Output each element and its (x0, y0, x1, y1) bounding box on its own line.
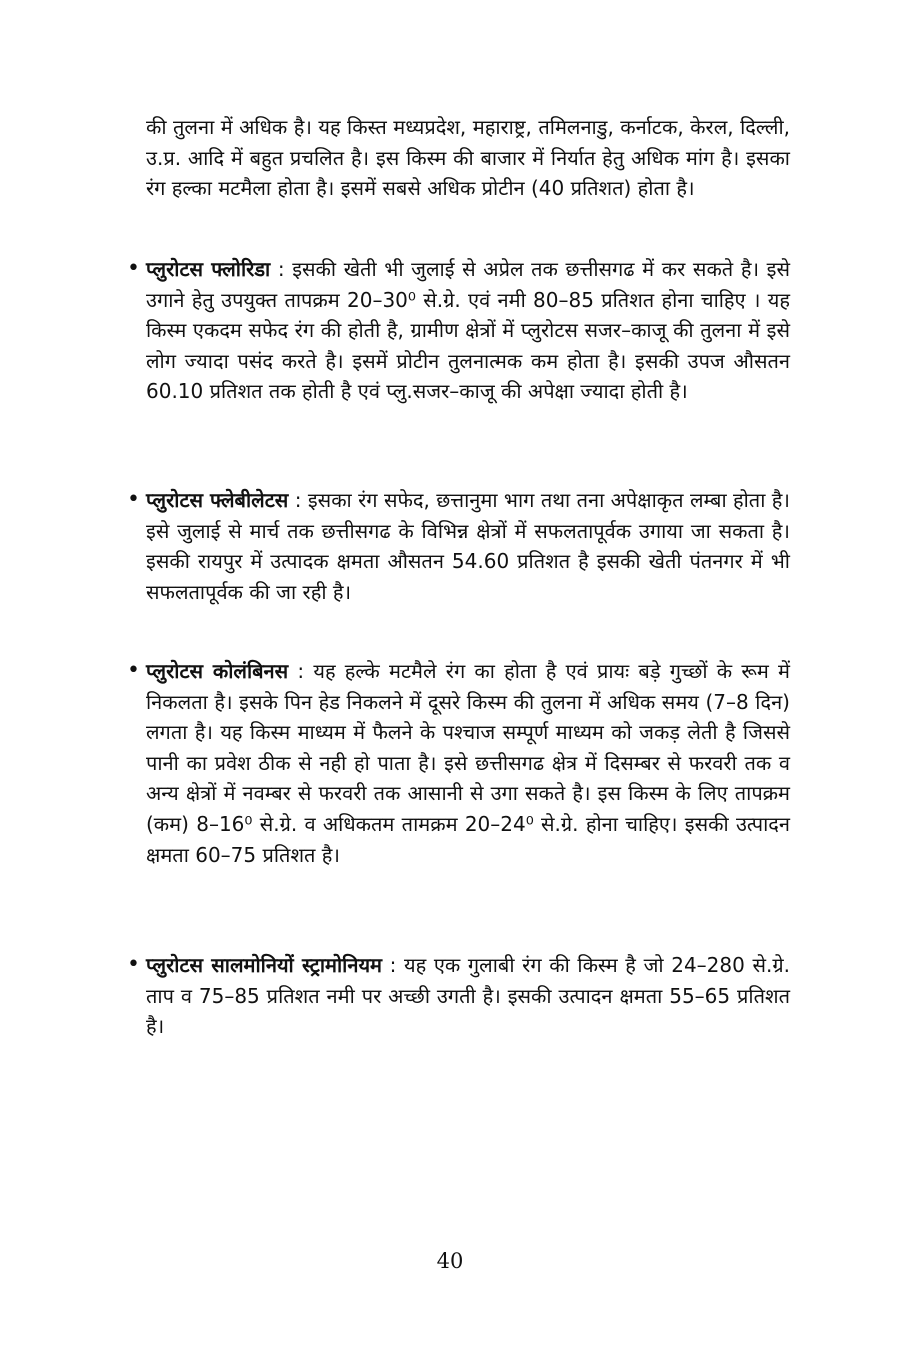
list-item-description: : इसकी खेती भी जुलाई से अप्रेल तक छत्तीसगढ में कर सकते है। इसे उगाने हेतु उपयुक्त तापक्रम 20–30⁰ से.ग्रे. एवं नमी 80–85 प्रतिशत होना चाहिए । यह किस्म एकदम सफेद रंग की होती है, ग्रामीण क्षेत्रों में प्लुरोटस सजर–काजू की तुलना में इसे लोग ज्यादा पसंद करते है। इसमें प्रोटीन तुलनात्मक कम होता है। इसकी उपज औसतन 60.10 प्रतिशत तक होती है एवं प्लु.सजर–काजू की अपेक्षा ज्यादा होती है। (146, 257, 790, 404)
list-item-text (146, 656, 790, 870)
list-item-text (146, 485, 790, 607)
list-item-columbinus (127, 656, 790, 870)
list-item-text (146, 254, 790, 407)
intro-paragraph: की तुलना में अधिक है। यह किस्त मध्यप्रदेश, महाराष्ट्र, तमिलनाडु, कर्नाटक, केरल, दिल्ली, उ.प्र. आदि में बहुत प्रचलित है। इस किस्म की बाजार में निर्यात हेतु अधिक मांग है। इसका रंग हल्का मटमैला होता है। इसमें सबसे अधिक प्रोटीन (40 प्रतिशत) होता है। (146, 115, 790, 201)
page-number: 40 (436, 1249, 464, 1273)
list-item-term: प्लुरोटस फ्लेबीलेटस (146, 488, 289, 512)
list-item-term: प्लुरोटस कोलंबिनस (146, 659, 289, 683)
list-item-florida (127, 254, 790, 407)
list-item-description: : इसका रंग सफेद, छत्तानुमा भाग तथा तना अपेक्षाकृत लम्बा होता है। इसे जुलाई से मार्च तक छत्तीसगढ के विभिन्न क्षेत्रों में सफलतापूर्वक उगाया जा सकता है। इसकी रायपुर में उत्पादक क्षमता औसतन 54.60 प्रतिशत है इसकी खेती पंतनगर में भी सफलतापूर्वक की जा रही है। (146, 488, 790, 604)
list-item-flabellatus (127, 485, 790, 607)
list-item-term: प्लुरोटस फ्लोरिडा (146, 257, 271, 281)
list-item-description: : यह हल्के मटमैले रंग का होता है एवं प्रायः बड़े गुच्छों के रूम में निकलता है। इसके पिन हेड निकलने में दूसरे किस्म की तुलना में अधिक समय (7–8 दिन) लगता है। यह किस्म माध्यम में फैलने के पश्चाज सम्पूर्ण माध्यम को जकड़ लेती है जिससे पानी का प्रवेश ठीक से नही हो पाता है। इसे छत्तीसगढ क्षेत्र में दिसम्बर से फरवरी तक व अन्य क्षेत्रों में नवम्बर से फरवरी तक आसानी से उगा सकते है। इस किस्म के लिए तापक्रम (कम) 8–16⁰ से.ग्रे. व अधिकतम तामक्रम 20–24⁰ से.ग्रे. होना चाहिए। इसकी उत्पादन क्षमता 60–75 प्रतिशत है। (146, 659, 791, 867)
bullet-icon: • (127, 952, 140, 977)
bullet-icon: • (127, 658, 140, 683)
bullet-icon: • (127, 256, 140, 281)
list-item-term: प्लुरोटस सालमोनियों स्ट्रामोनियम (146, 953, 382, 977)
list-item-text (146, 950, 790, 1042)
bullet-icon: • (127, 487, 140, 512)
list-item-description: : यह एक गुलाबी रंग की किस्म है जो 24–280 से.ग्रे. ताप व 75–85 प्रतिशत नमी पर अच्छी उगती है। इसकी उत्पादन क्षमता 55–65 प्रतिशत है। (146, 953, 790, 1039)
list-item-salmoneo-stramineus (127, 950, 790, 1042)
